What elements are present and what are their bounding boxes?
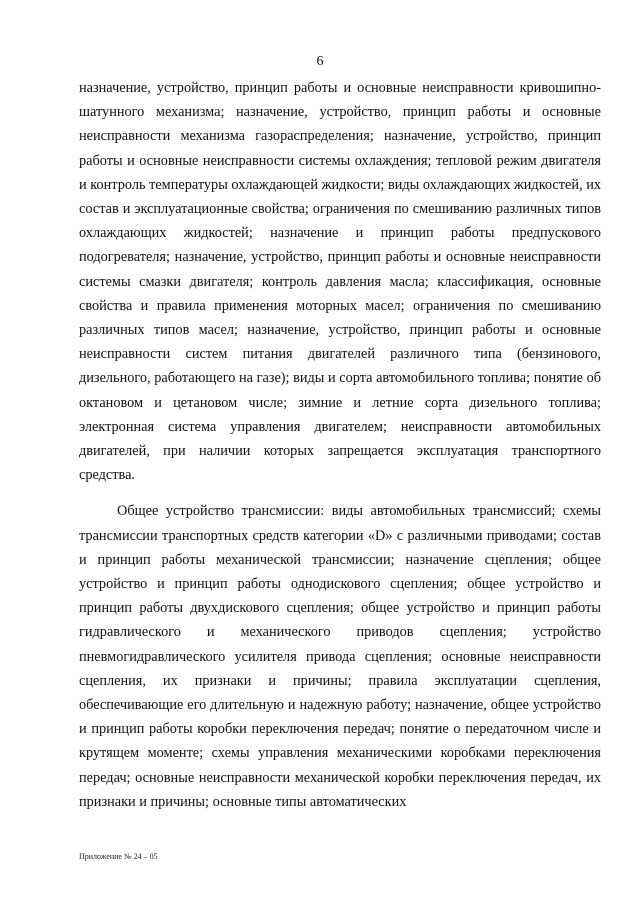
footer-appendix-label: Приложение № 24 – 05 xyxy=(79,852,158,861)
paragraph-transmission: Общее устройство трансмиссии: виды автомобильных трансмиссий; схемы трансмиссии транспортных средств категории «D» с различными приводами; состав и принцип работы механической трансмиссии; назначение сцепления; общее устройство и принцип работы однодискового сцепления; общее устройство и принцип работы двухдискового сцепления; общее устройство и принцип работы гидравлического и механического приводов сцепления; устройство пневмогидравлического усилителя привода сцепления; основные неисправности сцепления, их признаки и причины; правила эксплуатации сцепления, обеспечивающие его длительную и надежную работу; назначение, общее устройство и принцип работы коробки переключения передач; понятие о передаточном числе и крутящем моменте; схемы управления механическими коробками переключения передач; основные неисправности механической коробки переключения передач, их признаки и причины; основные типы автоматических xyxy=(79,503,601,810)
paragraph-engine-systems: назначение, устройство, принцип работы и основные неисправности кривошипно-шатунного механизма; назначение, устройство, принцип работы и основные неисправности механизма газораспределения; назначение, устройство, принцип работы и основные неисправности системы охлаждения; тепловой режим двигателя и контроль температуры охлаждающей жидкости; виды охлаждающих жидкостей, их состав и эксплуатационные свойства; ограничения по смешиванию различных типов охлаждающих жидкостей; назначение и принцип работы предпускового подогревателя; назначение, устройство, принцип работы и основные неисправности системы смазки двигателя; контроль давления масла; классификация, основные свойства и правила применения моторных масел; ограничения по смешиванию различных типов масел; назначение, устройство, принцип работы и основные неисправности систем питания двигателей различного типа (бензинового, дизельного, работающего на газе); виды и сорта автомобильного топлива; понятие об октановом и цетановом числе; зимние и летние сорта дизельного топлива; электронная система управления двигателем; неисправности автомобильных двигателей, при наличии которых запрещается эксплуатация транспортного средства. xyxy=(79,80,601,484)
page-number: 6 xyxy=(316,54,324,69)
document-body xyxy=(79,76,601,814)
